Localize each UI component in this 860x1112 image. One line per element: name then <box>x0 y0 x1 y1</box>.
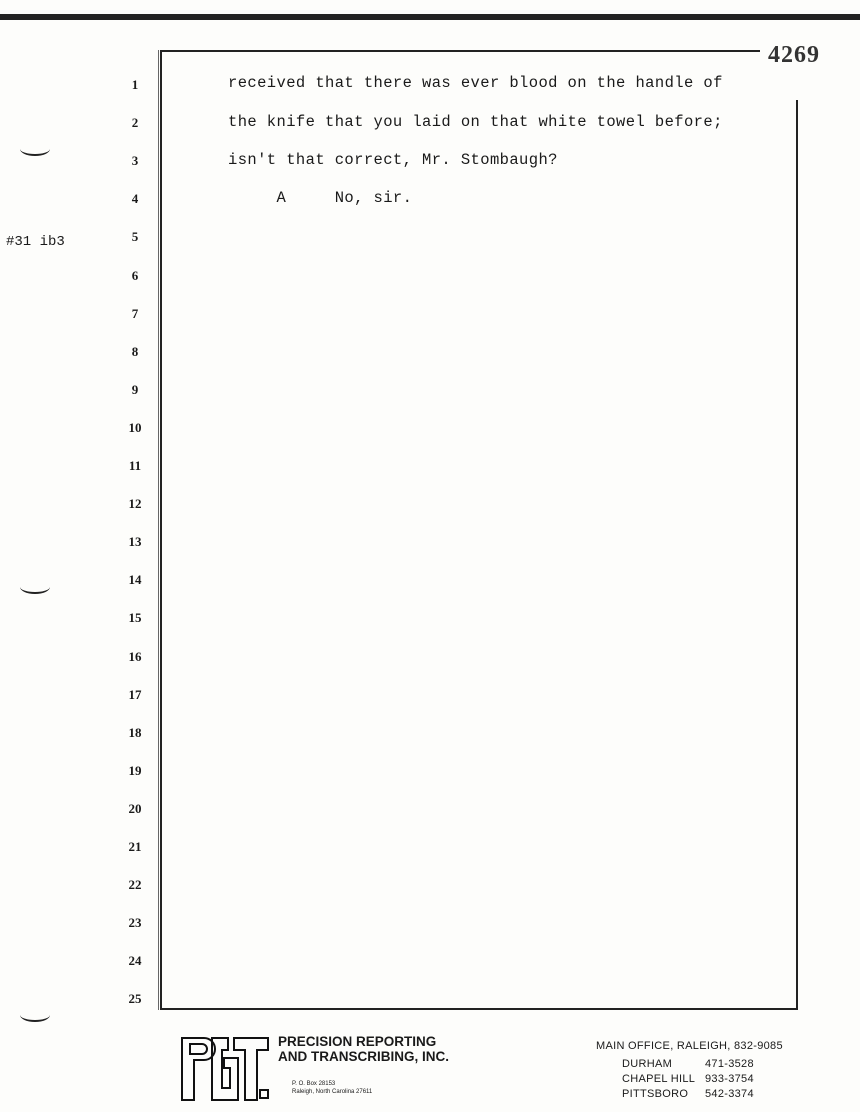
line-number: 16 <box>128 648 142 664</box>
line-number: 22 <box>128 877 142 893</box>
line-number: 4 <box>131 191 139 207</box>
line-number: 21 <box>128 839 142 854</box>
company-address <box>292 1080 372 1096</box>
margin-line <box>158 50 162 1010</box>
transcript-line: received that there was ever blood on the handle of <box>228 74 723 92</box>
office-phone: 933-3754 <box>705 1073 754 1085</box>
line-number: 12 <box>128 496 142 512</box>
line-number: 8 <box>131 343 139 359</box>
top-rule <box>0 14 860 20</box>
address: Raleigh, North Carolina 27611 <box>292 1089 373 1095</box>
office-city: PITTSBORO <box>622 1088 689 1100</box>
transcript-line: isn't that correct, Mr. Stombaugh? <box>228 151 558 169</box>
line-number: 25 <box>128 991 142 1007</box>
line-number: 14 <box>128 572 142 588</box>
line-number: 1 <box>131 77 139 92</box>
line-number: 11 <box>128 458 142 473</box>
line-number: 6 <box>131 267 139 283</box>
company-name <box>278 1034 449 1064</box>
line-number: 7 <box>131 305 139 321</box>
company-name-line2: AND TRANSCRIBING, INC. <box>278 1049 449 1064</box>
po-box: P. O. Box 28153 <box>292 1081 336 1087</box>
office-city: CHAPEL HILL <box>622 1073 696 1085</box>
line-number: 24 <box>128 953 142 969</box>
line-number: 20 <box>128 800 142 816</box>
line-number: 23 <box>128 915 142 931</box>
office-city: DURHAM <box>622 1058 673 1070</box>
margin-mark <box>20 142 50 156</box>
company-name-line1: PRECISION REPORTING <box>278 1034 437 1049</box>
line-number: 3 <box>131 153 139 169</box>
office-phone: 471-3528 <box>705 1058 754 1070</box>
line-number: 5 <box>131 229 139 245</box>
line-number: 10 <box>128 419 142 435</box>
line-number: 15 <box>128 610 142 626</box>
company-logo <box>176 1034 274 1104</box>
transcript-line: the knife that you laid on that white towel before; <box>228 113 723 131</box>
page-number-stamp: 4269 <box>768 42 820 68</box>
line-number: 17 <box>128 686 142 702</box>
line-number: 18 <box>128 724 142 740</box>
margin-mark <box>20 580 50 594</box>
line-number: 2 <box>131 115 139 131</box>
side-note: #31 ib3 <box>6 234 65 250</box>
transcript-line: A No, sir. <box>228 189 413 207</box>
margin-mark <box>20 1008 50 1022</box>
line-number: 19 <box>128 762 142 778</box>
line-number: 13 <box>128 534 142 550</box>
main-office: MAIN OFFICE, RALEIGH, 832-9085 <box>596 1040 783 1052</box>
line-number: 9 <box>131 381 139 397</box>
office-phone: 542-3374 <box>705 1088 754 1100</box>
